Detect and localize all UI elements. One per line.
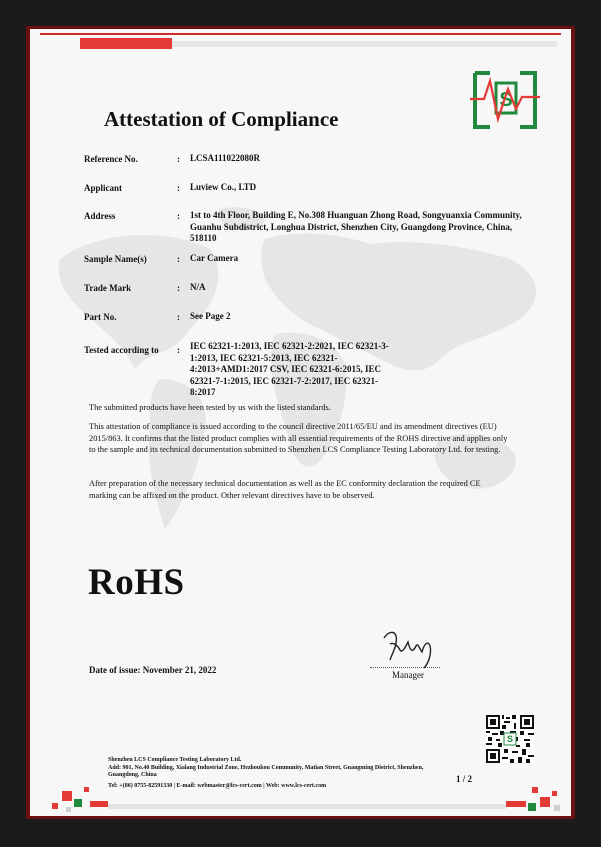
footer-address: Add: 901, No.40 Building, Xialang Industrial Zone, Hezhoukou Community, Matian Street, Guangming District, Shenzhen, Guangdong, China xyxy=(108,765,424,779)
field-colon: : xyxy=(177,254,180,264)
svg-text:S: S xyxy=(499,89,513,111)
decorative-squares-left xyxy=(48,781,108,815)
address-value: 1st to 4th Floor, Building E, No.308 Huanguan Zhong Road, Songyuanxia Community, Guanhu Subdistrict, Longhua District, Shenzhen City, Guangdong Province, China, 518110 xyxy=(190,210,522,243)
applicant-label: Applicant xyxy=(84,183,123,193)
decorative-squares-right xyxy=(506,781,566,815)
svg-text:S: S xyxy=(506,734,514,745)
qr-code xyxy=(486,715,534,763)
paragraph-tested: The submitted products have been tested by us with the listed standards. xyxy=(89,403,331,412)
rohs-mark: RoHS xyxy=(88,562,185,603)
part-no-value: See Page 2 xyxy=(190,311,231,321)
signatory-title: Manager xyxy=(392,670,424,680)
document-title: Attestation of Compliance xyxy=(104,107,339,131)
signature-text: Young xyxy=(378,668,381,669)
paragraph-attestation: This attestation of compliance is issued according to the council directive 2011/65/EU and its amendment directives (EU) 2015/863. It confirms that the listed product complies with all essential requirements of the ROHS directive and applies only to the sample and its technical documentation submitted to Shenzhen LCS Compliance Testing Laboratory Ltd. for testing. xyxy=(89,422,508,454)
signature-line xyxy=(370,667,440,668)
footer-company: Shenzhen LCS Compliance Testing Laboratory Ltd. xyxy=(108,757,242,763)
sample-name-label: Sample Name(s) xyxy=(84,254,147,264)
field-colon: : xyxy=(177,345,180,355)
page-number: 1 / 2 xyxy=(456,774,473,784)
signature-stroke xyxy=(384,632,431,668)
standards-value: IEC 62321-1:2013, IEC 62321-2:2021, IEC 62321-3-1:2013, IEC 62321-5:2013, IEC 62321-4:2013+AMD1:2017 CSV, IEC 62321-6:2015, IEC 62321-7-1:2015, IEC 62321-7-2:2017, IEC 62321-8:2017 xyxy=(190,341,389,397)
date-of-issue: Date of issue: November 21, 2022 xyxy=(89,665,217,675)
certificate-page xyxy=(30,29,571,816)
reference-label: Reference No. xyxy=(84,154,138,164)
part-no-label: Part No. xyxy=(84,312,117,322)
bottom-grey-bar xyxy=(108,804,506,809)
top-grey-bar xyxy=(172,41,557,47)
footer-contact: Tel: +(86) 0755-82591330 | E-mail: webmaster@lcs-cert.com | Web: www.lcs-cert.com xyxy=(108,783,327,789)
reference-value: LCSA111022080R xyxy=(190,153,261,163)
sample-name-value: Car Camera xyxy=(190,253,239,263)
tested-according-label: Tested according to xyxy=(84,345,159,355)
top-red-bar xyxy=(80,38,172,49)
paragraph-ce-marking: After preparation of the necessary technical documentation as well as the EC conformity declaration the required CE marking can be affixed on the product. Other relevant directives have to be observed. xyxy=(89,479,481,500)
world-map-watermark xyxy=(40,189,560,609)
signature xyxy=(376,624,446,669)
field-colon: : xyxy=(177,283,180,293)
field-colon: : xyxy=(177,211,180,221)
address-label: Address xyxy=(84,211,116,221)
trade-mark-label: Trade Mark xyxy=(84,283,132,293)
top-red-line xyxy=(40,33,561,35)
trade-mark-value: N/A xyxy=(190,282,206,292)
lcs-logo xyxy=(470,69,540,131)
applicant-value: Luview Co., LTD xyxy=(190,182,257,192)
field-colon: : xyxy=(177,183,180,193)
field-colon: : xyxy=(177,312,180,322)
field-colon: : xyxy=(177,154,180,164)
